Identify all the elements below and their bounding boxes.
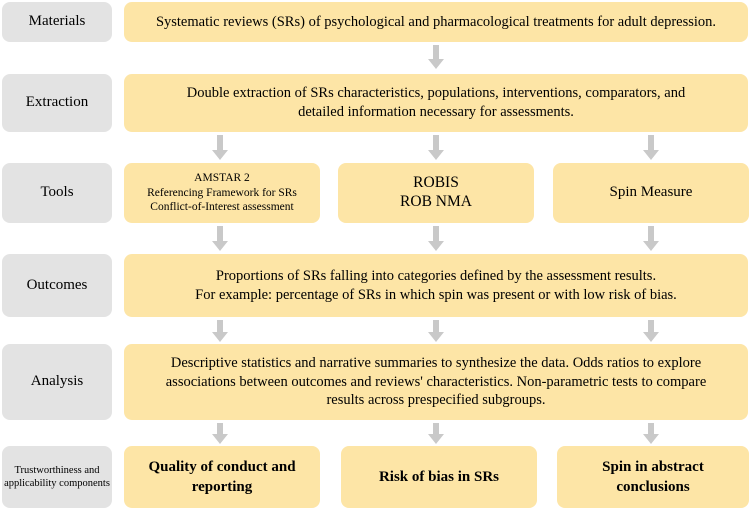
- arrow-tools-outcomes-3: [648, 226, 654, 242]
- arrow-extraction-tools-2: [433, 135, 439, 151]
- extraction-box: Double extraction of SRs characteristics, populations, interventions, comparators, and detailed information necessary for assessments.: [124, 74, 748, 132]
- arrow-tools-outcomes-1: [217, 226, 223, 242]
- outcomes-box: Proportions of SRs falling into categories defined by the assessment results. For example: percentage of SRs in which spin was present or with low risk of bias.: [124, 254, 748, 317]
- arrow-analysis-components-3: [648, 423, 654, 435]
- row-label-analysis: Analysis: [2, 344, 112, 420]
- materials-box: Systematic reviews (SRs) of psychological and pharmacological treatments for adult depression.: [124, 2, 748, 42]
- tool-box-robis: ROBIS ROB NMA: [338, 163, 534, 223]
- arrow-outcomes-analysis-3: [648, 320, 654, 333]
- arrow-extraction-tools-1: [217, 135, 223, 151]
- row-label-outcomes: Outcomes: [2, 254, 112, 317]
- analysis-box: Descriptive statistics and narrative summaries to synthesize the data. Odds ratios to explore associations between outcomes and reviews' characteristics. Non-parametric tests to compare results across prespecified subgroups.: [124, 344, 748, 420]
- row-label-materials: Materials: [2, 2, 112, 42]
- component-box-risk-of-bias: Risk of bias in SRs: [341, 446, 537, 508]
- arrow-materials-extraction: [433, 45, 439, 60]
- tool-box-spin: Spin Measure: [553, 163, 749, 223]
- arrow-tools-outcomes-2: [433, 226, 439, 242]
- row-label-extraction: Extraction: [2, 74, 112, 132]
- arrow-outcomes-analysis-2: [433, 320, 439, 333]
- row-label-tools: Tools: [2, 163, 112, 223]
- tool-box-amstar: AMSTAR 2 Referencing Framework for SRs Conflict-of-Interest assessment: [124, 163, 320, 223]
- arrow-analysis-components-2: [433, 423, 439, 435]
- row-label-components: Trustworthiness and applicability components: [2, 446, 112, 508]
- arrow-analysis-components-1: [217, 423, 223, 435]
- arrow-outcomes-analysis-1: [217, 320, 223, 333]
- arrow-extraction-tools-3: [648, 135, 654, 151]
- component-box-quality: Quality of conduct and reporting: [124, 446, 320, 508]
- component-box-spin: Spin in abstract conclusions: [557, 446, 749, 508]
